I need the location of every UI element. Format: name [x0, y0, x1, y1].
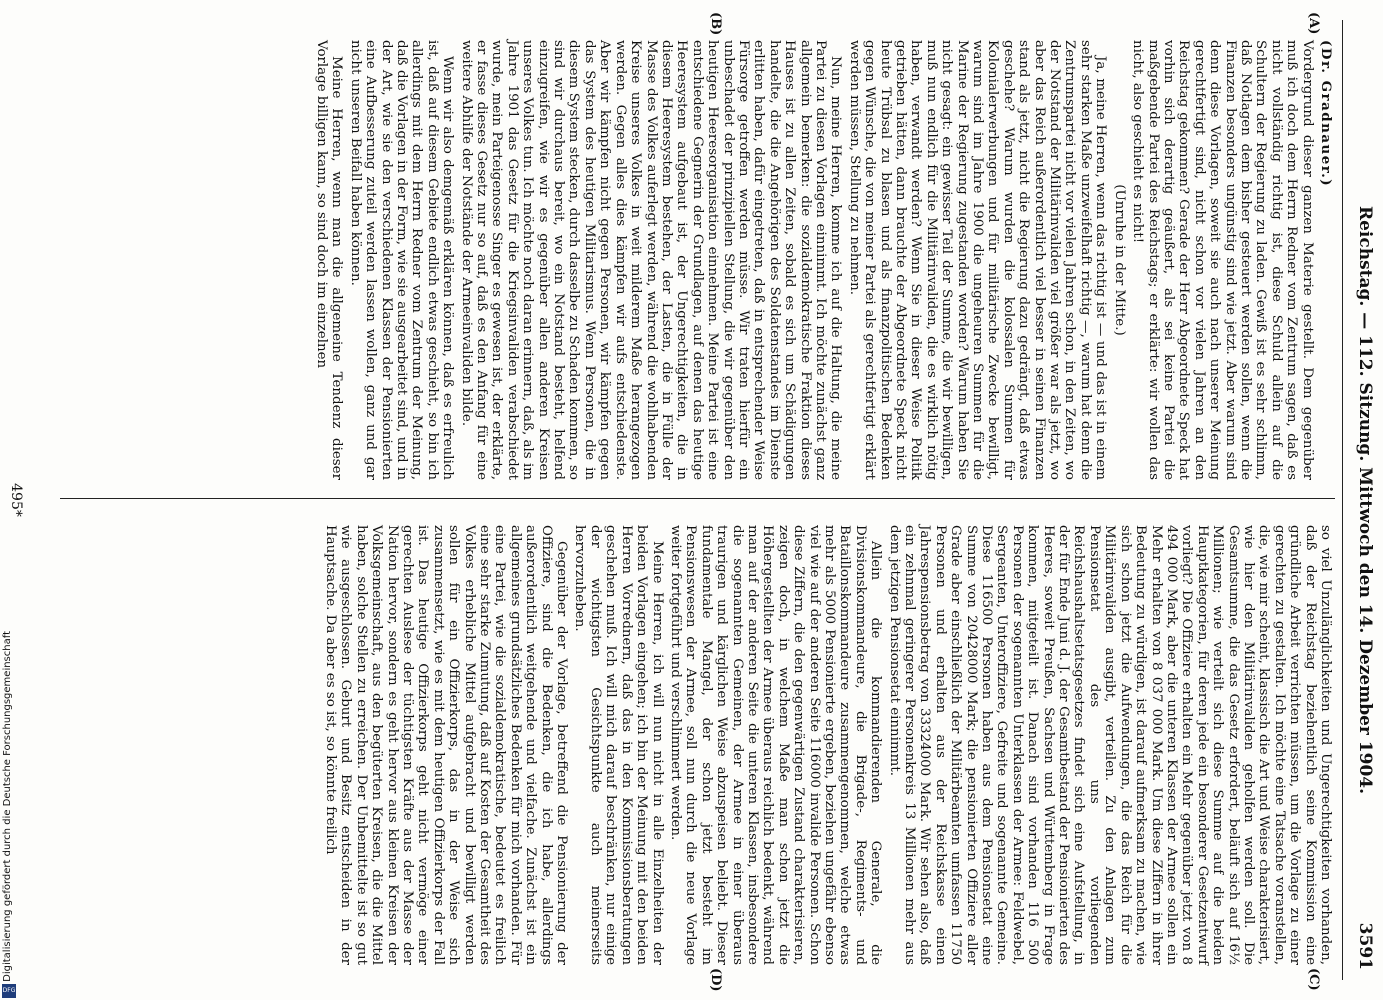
left-column: [311, 40, 1333, 480]
interjection: (Unruhe in der Mitte.): [1111, 184, 1127, 336]
paragraph: Wenn wir also demgemäß erklären können, daß es erfreulich ist, daß auf diesem Gebiete endlich etwas geschieht, so bin ich allerdings mit dem Herrn Redner vom Zentrum der Meinung, daß die Vorlagen in der Form, wie sie ausgearbeitet sind, und in der Art, wie sie den verschiedenen Klassen der Pensionierten eine Aufbesserung zuteil werden lassen wollen, ganz und gar nicht unseren Beifall haben können.: [347, 40, 456, 480]
paragraph: Meine Herren, ich will nun nicht in alle Einzelheiten der beiden Vorlagen eingehen; ich bin der Meinung mit den beiden Herren Vorrednern, daß das in den Kommissionsberatungen geschehen muß. Ich will mich darauf beschränken, nur einige der wichtigsten Gesichtspunkte auch meinerseits hervorzuheben.: [572, 525, 665, 965]
margin-marker-b: (B): [708, 12, 723, 36]
signature-code: 495*: [8, 483, 24, 517]
paragraph: Gegenüber der Vorlage, betreffend die Pensionierung der Offiziere, sind die Bedenken, die ich habe, allerdings außerordentlich weitgehende und vielfache. Zunächst ist ein allgemeines grundsätzliches Bedenken für mich vorhanden. Für eine Partei, wie die sozialdemokratische, bedeutet es freilich eine sehr starke Zumutung, daß auf Kosten der Gesamtheit des Volkes erhebliche Mittel aufgebracht und bewilligt werden sollen für ein Offizierkorps, das in der Weise sich zusammensetzt, wie es mit dem heutigen Offizierkorps der Fall ist. Das heutige Offizierkorps geht nicht vermöge einer gerechten Auslese der tüchtigsten Kräfte aus der Masse der Nation hervor, sondern es geht hervor aus kleinen Kreisen der Volksgemeinschaft, aus den begüterten Kreisen, die die Mittel haben, solche Stellen zu erreichen. Der Unbemittelte ist so gut wie ausgeschlossen. Geburt und Besitz entscheiden in der Hauptsache. Da aber es so ist, so könnte freilich: [323, 525, 570, 965]
margin-marker-d: (D): [708, 968, 723, 992]
speaker-name: (Dr. Gradnauer.): [1318, 40, 1334, 188]
header-rule: [1342, 20, 1343, 980]
right-column: [320, 525, 1333, 965]
column-divider: [60, 498, 1335, 499]
paragraph: Nun, meine Herren, komme ich auf die Haltung, die meine Partei zu diesen Vorlagen einnimmt. Ich möchte zunächst ganz allgemein bemerken: die sozialdemokratische Fraktion dieses Hauses ist zu allen Zeiten, sobald es sich um Schädigungen handelte, die die Angehörigen des Soldatenstandes im Dienste erlitten haben, dafür eingetreten, daß in entsprechender Weise Fürsorge getroffen werden müsse. Wir traten hierfür ein unbeschadet der prinzipiellen Stellung, die wir gegenüber den heutigen Heeresorganisation einnehmen. Meine Partei ist eine entschiedene Gegnerin der Grundlagen, auf denen das heutige Heeresystem aufgebaut ist, der Ungerechtigkeiten, die in diesem Heeresystem bestehen, der Lasten, die in Fülle der Masse des Volkes auferlegt werden, während die wohlhabenden Kreise unseres Volkes in weit milderem Maße herangezogen werden. Gegen alles dies kämpfen wir aufs entschiedenste. Aber wir kämpfen nicht gegen Personen, wir kämpfen gegen das System des heutigen Militarismus. Wenn Personen, die in diesem System stecken, durch dasselbe zu Schaden kommen, so sind wir durchaus bereit, wo ein Notstand besteht, helfend einzugreifen, wie wir es gegenüber allen anderen Kreisen unseres Volkes tun. Ich möchte noch daran erinnern, daß, als im Jahre 1901 das Gesetz für die Kriegsinvaliden verabschiedet wurde, mein Parteigenosse Singer es gewesen ist, der erklärte, er fasse dieses Gesetz nur so auf, daß es den Anfang für eine weitere Abhilfe der Notstände der Armeeinvaliden bilde.: [458, 40, 844, 480]
paragraph: Allein die kommandierenden Generale, die Divisionskommandeure, die Brigade-, Regiments- und Bataillonskommandeure zusammengenommen, welche etwas mehr als 5000 Pensionierte ergeben, beziehen ungefähr ebenso viel wie auf der anderen Seite 116000 invalide Personen. Schon diese Ziffern, die den gegenwärtigen Zustand charakterisieren, zeigen doch, in welchem Maße man schon jetzt die Höhergestellten der Armee überaus reichlich bedenkt, während man auf der anderen Seite die unteren Klassen, insbesondere die sogenannten Gemeinen, der Armee in einer überaus traurigen und kärglichen Weise abzuspeisen beliebt. Dieser fundamentale Mangel, der schon jetzt besteht im Pensionswesen der Armee, soll nun durch die neue Vorlage weiter fortgeführt und verschlimmert werden.: [667, 525, 884, 965]
margin-marker-c: (C): [1306, 968, 1321, 991]
dfg-logo-icon: DFG: [2, 984, 16, 998]
paragraph: so viel Unzulänglichkeiten und Ungerechtigkeiten vorhanden, daß der Reichstag beziehentlich seine Kommission eine gründliche Arbeit verrichten müssen, um die Vorlage zu einer gerechten zu gestalten. Ich möchte eine Tatsache voranstellen, die, wie mir scheint, klassisch die Art und Weise charakterisiert, wie hier den Militärinvaliden geholfen werden soll. Die Gesamtsumme, die das Gesetz erfordert, beläuft sich auf 16½ Millionen; wie verteilt sich diese Summe auf die beiden Hauptkategorien, für deren jede ein besonderer Gesetzentwurf vorliegt? Die Offiziere erhalten ein Mehr gegenüber jetzt von 8 494 000 Mark, aber die unteren Klassen der Armee sollen ein Mehr erhalten von 8 037 000 Mark. Um diese Ziffern in ihrer Bedeutung zu würdigen, ist darauf aufmerksam zu machen, wie sich schon jetzt die Aufwendungen, die das Reich für die Militärinvaliden ausgibt, verteilen. Zu den Anlagen zum Pensionsetat des uns vorliegenden Reichshaushaltsetatsgesetzes findet sich eine Aufstellung, in der für Ende Juni d. J. der Gesamtbestand der Pensionierten des Heeres, soweit Preußen, Sachsen und Württemberg in Frage kommen, mitgeteilt ist. Danach sind vorhanden 116 500 Personen der sogenannten Unterklassen der Armee: Feldwebel, Sergeanten, Unteroffiziere, Gefreite und sogenannte Gemeine. Diese 116500 Personen haben aus dem Pensionsetat eine Summe von 20428000 Mark; die pensionierten Offiziere aller Grade aber einschließlich der Militärbeamten umfassen 11750 Personen und erhalten aus der Reichskasse einen Jahrespensionsbetrag von 33324000 Mark. Wir sehen also, daß ein zehnmal geringerer Personenkreis 13 Millionen mehr aus dem jetzigen Pensionsetat einnimmt.: [886, 525, 1333, 965]
margin-marker-a: (A): [1306, 12, 1321, 35]
credit-text: Digitalisierung gefördert durch die Deutsche Forschungsgemeinschaft: [2, 631, 13, 982]
paragraph: Meine Herren, wenn man die allgemeine Tendenz dieser Vorlage billigen kann, so sind doch im einzelnen: [314, 40, 345, 480]
page-header: [1349, 30, 1375, 970]
page-title: Reichstag. — 112. Sitzung. Mittwoch den 14. Dezember 1904.: [1355, 205, 1375, 795]
digitization-credit: [0, 631, 18, 1000]
page-number: 3591: [1355, 922, 1375, 970]
paragraph: Vordergrund dieser ganzen Materie gestellt. Dem gegenüber muß ich doch dem Herrn Redner vom Zentrum sagen, daß es nicht vollständig richtig ist, diese Schuld allein auf die Schultern der Regierung zu laden. Gewiß ist es sehr schlimm, daß Notlagen dem bisher gesteuert werden sollen, wenn die Finanzen besonders ungünstig sind wie jetzt. Aber warum sind denn diese Vorlagen, soweit sie auch nach unserer Meinung gerechtfertigt sind, nicht schon vor vielen Jahren an den Reichstag gekommen? Gerade der Herr Abgeordnete Speck hat vorhin sich derartig geäußert, als sei keine Partei die maßgebende Partei des Reichstags; er erklärte: wir wollen das nicht, also geschieht es nicht!: [1130, 40, 1315, 480]
paragraph: Ja, meine Herren, wenn das richtig ist — und das ist in einem sehr starken Maße unzweifelhaft richtig —, warum hat denn die Zentrumspartei nicht vor vielen Jahren schon, in den Zeiten, wo der Notstand der Militärinvaliden viel größer war als jetzt, wo aber das Reich außerordentlich viel besser in seinen Finanzen stand als jetzt, nicht die Regierung dazu gedrängt, daß etwas geschehe? Warum wurden die kolossalen Summen für Kolonialerwerbungen und für militärische Zwecke bewilligt, warum sind im Jahre 1900 die ungeheuren Summen für die Marine der Regierung zugestanden worden? Warum haben Sie nicht gesagt: ein gewisser Teil der Summe, die wir bewilligen, muß nun endlich für die Militärinvaliden, die es wirklich nötig haben, verwandt werden? Wenn Sie in dieser Weise Politik getrieben hätten, dann brauchte der Abgeordnete Speck nicht heute Trübsal zu blasen und als finanzpolitischen Bedenken gegen Wünsche, die von meiner Partei als gerechtfertigt erklärt werden müssen, Stellung zu nehmen.: [846, 40, 1109, 480]
